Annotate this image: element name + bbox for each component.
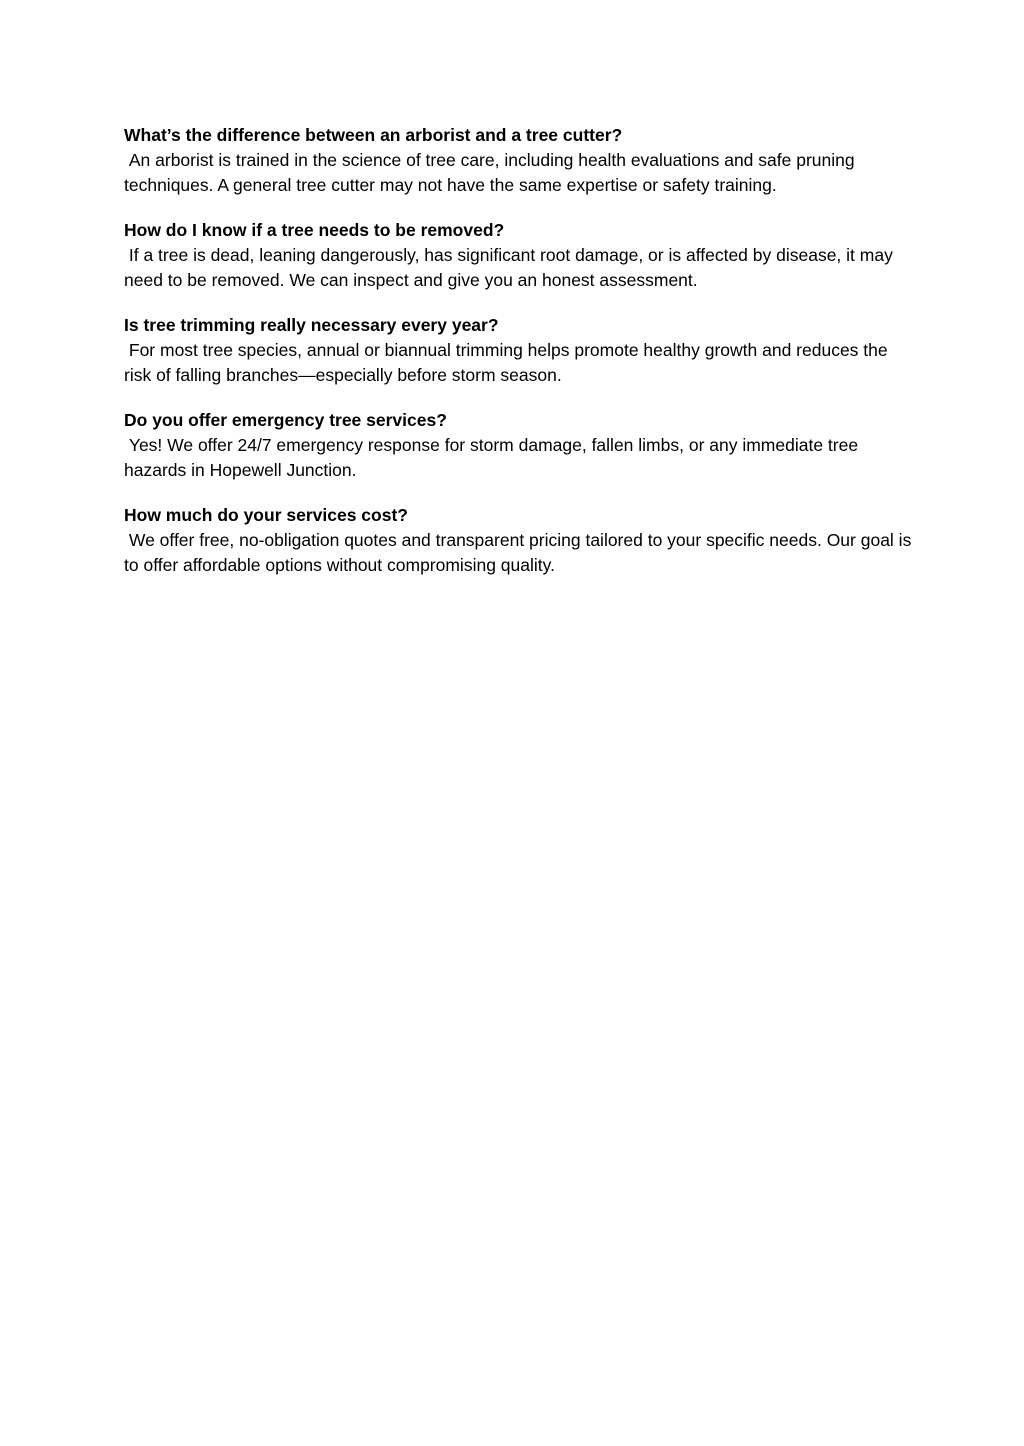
faq-answer: Yes! We offer 24/7 emergency response for storm damage, fallen limbs, or any immediate tree hazards in Hopewell Junction. [124, 435, 863, 480]
faq-question: Do you offer emergency tree services? [124, 410, 447, 430]
faq-question: How do I know if a tree needs to be removed? [124, 220, 505, 240]
faq-answer: An arborist is trained in the science of tree care, including health evaluations and safe pruning techniques. A general tree cutter may not have the same expertise or safety training. [124, 150, 860, 195]
faq-answer: For most tree species, annual or biannual trimming helps promote healthy growth and reduces the risk of falling branches—especially before storm season. [124, 340, 893, 385]
faq-item-emergency-services [124, 408, 914, 483]
faq-answer: We offer free, no-obligation quotes and transparent pricing tailored to your specific needs. Our goal is to offer affordable options without compromising quality. [124, 530, 917, 575]
document-page [124, 123, 917, 598]
faq-item-annual-trimming [124, 313, 914, 388]
faq-question: Is tree trimming really necessary every year? [124, 315, 499, 335]
faq-item-arborist-vs-cutter [124, 123, 914, 198]
faq-question: How much do your services cost? [124, 505, 408, 525]
faq-answer: If a tree is dead, leaning dangerously, has significant root damage, or is affected by disease, it may need to be removed. We can inspect and give you an honest assessment. [124, 245, 898, 290]
faq-item-service-cost [124, 503, 917, 578]
faq-item-tree-removal [124, 218, 914, 293]
faq-question: What’s the difference between an arborist and a tree cutter? [124, 125, 623, 145]
